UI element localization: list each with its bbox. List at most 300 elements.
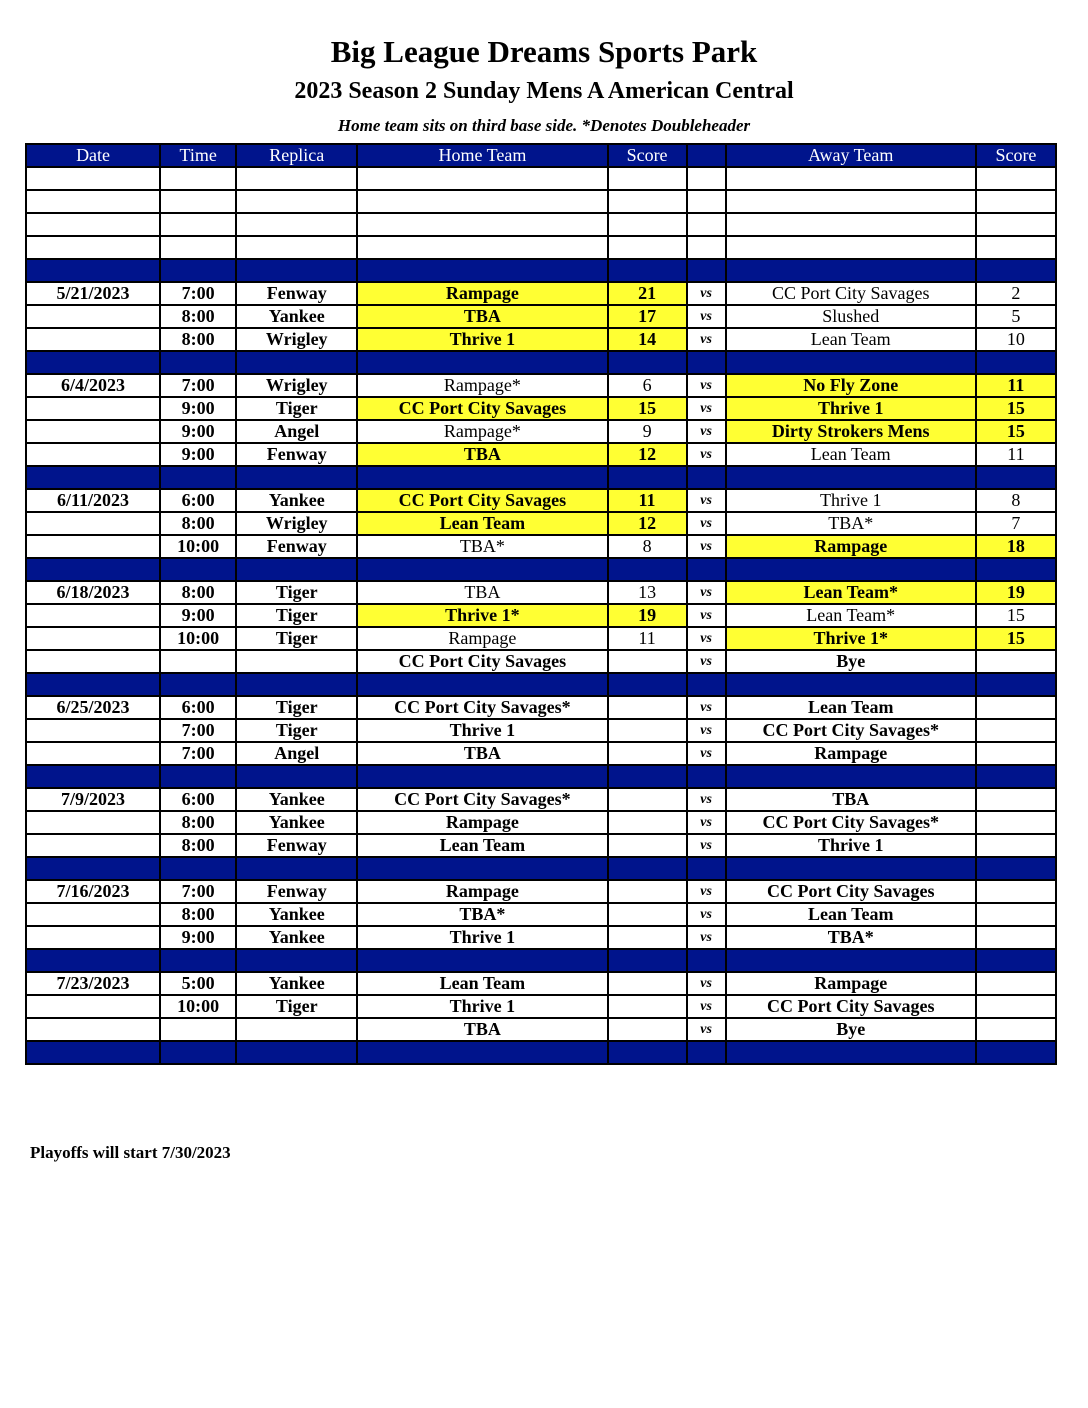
separator-cell: [236, 351, 357, 374]
blank-cell: [687, 236, 726, 259]
week-separator-row: [26, 765, 1056, 788]
separator-cell: [236, 466, 357, 489]
separator-cell: [726, 857, 976, 880]
game-row: [26, 374, 1056, 397]
cell-replica: Wrigley: [236, 328, 357, 351]
cell-time: 9:00: [160, 604, 236, 627]
cell-home-team: Rampage: [357, 282, 607, 305]
cell-home-score: 8: [608, 535, 687, 558]
cell-time: 8:00: [160, 581, 236, 604]
cell-date: 7/16/2023: [26, 880, 160, 903]
separator-cell: [687, 259, 726, 282]
cell-home-score: 13: [608, 581, 687, 604]
cell-home-team: TBA*: [357, 903, 607, 926]
cell-vs: vs: [687, 880, 726, 903]
separator-cell: [160, 857, 236, 880]
separator-cell: [687, 949, 726, 972]
cell-vs: vs: [687, 443, 726, 466]
cell-time: 8:00: [160, 834, 236, 857]
cell-date: 6/18/2023: [26, 581, 160, 604]
blank-cell: [608, 167, 687, 190]
cell-away-score: 18: [976, 535, 1056, 558]
cell-replica: Yankee: [236, 305, 357, 328]
blank-cell: [160, 190, 236, 213]
cell-home-score: 12: [608, 443, 687, 466]
cell-away-team: TBA*: [726, 512, 976, 535]
cell-replica: Fenway: [236, 880, 357, 903]
cell-away-score: 11: [976, 443, 1056, 466]
blank-row: [26, 236, 1056, 259]
cell-date: [26, 328, 160, 351]
cell-vs: vs: [687, 742, 726, 765]
cell-away-team: Thrive 1*: [726, 627, 976, 650]
game-row: [26, 834, 1056, 857]
col-header-vs: [687, 144, 726, 167]
cell-away-team: Lean Team: [726, 443, 976, 466]
game-row: [26, 397, 1056, 420]
col-header-home-team: Home Team: [357, 144, 607, 167]
game-row: [26, 535, 1056, 558]
cell-vs: vs: [687, 1018, 726, 1041]
separator-cell: [26, 673, 160, 696]
separator-cell: [726, 466, 976, 489]
game-row: [26, 926, 1056, 949]
separator-cell: [687, 466, 726, 489]
cell-date: [26, 903, 160, 926]
cell-away-score: [976, 1018, 1056, 1041]
schedule-body: [26, 167, 1056, 1064]
cell-home-score: [608, 696, 687, 719]
cell-vs: vs: [687, 604, 726, 627]
cell-away-team: Bye: [726, 650, 976, 673]
separator-cell: [726, 558, 976, 581]
cell-home-score: 19: [608, 604, 687, 627]
cell-time: 8:00: [160, 305, 236, 328]
cell-date: [26, 512, 160, 535]
cell-vs: vs: [687, 328, 726, 351]
cell-home-score: [608, 788, 687, 811]
separator-cell: [236, 558, 357, 581]
blank-cell: [236, 236, 357, 259]
cell-away-score: 5: [976, 305, 1056, 328]
cell-away-score: 15: [976, 604, 1056, 627]
playoffs-note: Playoffs will start 7/30/2023: [30, 1143, 231, 1162]
cell-time: 7:00: [160, 880, 236, 903]
separator-cell: [236, 949, 357, 972]
cell-home-team: Thrive 1*: [357, 604, 607, 627]
cell-vs: vs: [687, 903, 726, 926]
separator-cell: [687, 351, 726, 374]
cell-vs: vs: [687, 535, 726, 558]
separator-cell: [976, 558, 1056, 581]
blank-cell: [726, 236, 976, 259]
blank-cell: [160, 236, 236, 259]
separator-cell: [357, 351, 607, 374]
separator-cell: [160, 673, 236, 696]
cell-time: 9:00: [160, 420, 236, 443]
cell-away-team: CC Port City Savages: [726, 282, 976, 305]
cell-home-score: 17: [608, 305, 687, 328]
cell-away-score: 7: [976, 512, 1056, 535]
cell-time: 9:00: [160, 397, 236, 420]
separator-cell: [26, 949, 160, 972]
cell-replica: Fenway: [236, 535, 357, 558]
cell-date: 7/23/2023: [26, 972, 160, 995]
cell-away-team: Bye: [726, 1018, 976, 1041]
col-header-away-team: Away Team: [726, 144, 976, 167]
game-row: [26, 995, 1056, 1018]
blank-cell: [357, 213, 607, 236]
cell-away-team: Rampage: [726, 742, 976, 765]
cell-time: 7:00: [160, 282, 236, 305]
blank-cell: [687, 190, 726, 213]
cell-home-team: TBA: [357, 1018, 607, 1041]
game-row: [26, 742, 1056, 765]
cell-time: 9:00: [160, 443, 236, 466]
separator-cell: [357, 949, 607, 972]
cell-date: [26, 834, 160, 857]
cell-away-team: TBA*: [726, 926, 976, 949]
cell-home-team: Thrive 1: [357, 926, 607, 949]
cell-time: 7:00: [160, 742, 236, 765]
separator-cell: [976, 949, 1056, 972]
separator-cell: [608, 351, 687, 374]
separator-cell: [160, 558, 236, 581]
cell-home-score: [608, 811, 687, 834]
col-header-replica: Replica: [236, 144, 357, 167]
week-separator-row: [26, 259, 1056, 282]
cell-time: 8:00: [160, 512, 236, 535]
game-row: [26, 1018, 1056, 1041]
separator-cell: [976, 857, 1056, 880]
cell-away-team: CC Port City Savages*: [726, 811, 976, 834]
cell-home-team: TBA: [357, 305, 607, 328]
cell-home-score: 14: [608, 328, 687, 351]
cell-home-score: 9: [608, 420, 687, 443]
cell-home-team: Thrive 1: [357, 719, 607, 742]
blank-cell: [608, 213, 687, 236]
cell-date: [26, 420, 160, 443]
cell-replica: Wrigley: [236, 512, 357, 535]
col-header-home-score: Score: [608, 144, 687, 167]
cell-date: [26, 926, 160, 949]
cell-replica: Angel: [236, 420, 357, 443]
cell-date: [26, 811, 160, 834]
blank-row: [26, 167, 1056, 190]
game-row: [26, 696, 1056, 719]
week-separator-row: [26, 558, 1056, 581]
cell-home-score: [608, 880, 687, 903]
cell-time: 10:00: [160, 995, 236, 1018]
blank-cell: [160, 167, 236, 190]
cell-home-team: Rampage*: [357, 374, 607, 397]
cell-replica: Fenway: [236, 443, 357, 466]
cell-home-team: CC Port City Savages*: [357, 696, 607, 719]
separator-cell: [236, 1041, 357, 1064]
cell-away-team: CC Port City Savages*: [726, 719, 976, 742]
game-row: [26, 328, 1056, 351]
cell-replica: Tiger: [236, 995, 357, 1018]
separator-cell: [726, 673, 976, 696]
cell-away-score: 15: [976, 420, 1056, 443]
schedule-note: Home team sits on third base side. *Denotes Doubleheader: [337, 116, 751, 135]
blank-cell: [976, 213, 1056, 236]
cell-away-team: CC Port City Savages: [726, 880, 976, 903]
cell-vs: vs: [687, 834, 726, 857]
cell-date: [26, 535, 160, 558]
separator-cell: [687, 857, 726, 880]
separator-cell: [726, 259, 976, 282]
blank-cell: [608, 190, 687, 213]
cell-replica: Yankee: [236, 903, 357, 926]
cell-time: 10:00: [160, 627, 236, 650]
blank-cell: [726, 167, 976, 190]
separator-cell: [976, 466, 1056, 489]
cell-away-score: [976, 903, 1056, 926]
cell-home-team: Thrive 1: [357, 995, 607, 1018]
blank-cell: [687, 167, 726, 190]
separator-cell: [687, 765, 726, 788]
separator-cell: [26, 466, 160, 489]
cell-away-team: No Fly Zone: [726, 374, 976, 397]
cell-replica: Fenway: [236, 282, 357, 305]
cell-home-team: CC Port City Savages*: [357, 788, 607, 811]
cell-home-score: 15: [608, 397, 687, 420]
cell-away-score: [976, 719, 1056, 742]
cell-away-team: Thrive 1: [726, 397, 976, 420]
cell-away-score: [976, 880, 1056, 903]
week-separator-row: [26, 857, 1056, 880]
cell-home-score: [608, 972, 687, 995]
cell-away-score: [976, 650, 1056, 673]
cell-away-score: 8: [976, 489, 1056, 512]
blank-cell: [687, 213, 726, 236]
cell-time: 10:00: [160, 535, 236, 558]
cell-time: 6:00: [160, 696, 236, 719]
blank-cell: [976, 190, 1056, 213]
blank-cell: [357, 236, 607, 259]
blank-cell: [26, 190, 160, 213]
cell-home-team: TBA: [357, 742, 607, 765]
separator-cell: [236, 857, 357, 880]
cell-home-score: [608, 719, 687, 742]
cell-away-score: [976, 696, 1056, 719]
cell-date: 7/9/2023: [26, 788, 160, 811]
blank-cell: [236, 167, 357, 190]
col-header-time: Time: [160, 144, 236, 167]
cell-home-team: Rampage: [357, 627, 607, 650]
game-row: [26, 420, 1056, 443]
blank-row: [26, 190, 1056, 213]
game-row: [26, 282, 1056, 305]
separator-cell: [236, 673, 357, 696]
cell-date: [26, 305, 160, 328]
cell-away-team: Rampage: [726, 535, 976, 558]
separator-cell: [160, 949, 236, 972]
cell-replica: Fenway: [236, 834, 357, 857]
cell-away-team: Lean Team*: [726, 604, 976, 627]
game-row: [26, 305, 1056, 328]
separator-cell: [357, 673, 607, 696]
game-row: [26, 903, 1056, 926]
cell-vs: vs: [687, 995, 726, 1018]
separator-cell: [26, 558, 160, 581]
separator-cell: [726, 1041, 976, 1064]
cell-away-score: [976, 972, 1056, 995]
cell-home-score: [608, 926, 687, 949]
cell-vs: vs: [687, 696, 726, 719]
separator-cell: [687, 673, 726, 696]
cell-home-score: 6: [608, 374, 687, 397]
cell-vs: vs: [687, 489, 726, 512]
separator-cell: [236, 259, 357, 282]
separator-cell: [976, 1041, 1056, 1064]
cell-home-team: Lean Team: [357, 972, 607, 995]
cell-away-score: [976, 811, 1056, 834]
cell-vs: vs: [687, 374, 726, 397]
game-row: [26, 627, 1056, 650]
cell-replica: Tiger: [236, 719, 357, 742]
cell-time: 6:00: [160, 489, 236, 512]
cell-vs: vs: [687, 926, 726, 949]
cell-time: [160, 650, 236, 673]
cell-replica: Yankee: [236, 926, 357, 949]
cell-date: [26, 397, 160, 420]
cell-away-score: 19: [976, 581, 1056, 604]
col-header-date: Date: [26, 144, 160, 167]
cell-away-team: CC Port City Savages: [726, 995, 976, 1018]
cell-date: 5/21/2023: [26, 282, 160, 305]
blank-cell: [26, 167, 160, 190]
cell-replica: Tiger: [236, 604, 357, 627]
col-header-away-score: Score: [976, 144, 1056, 167]
cell-away-team: Thrive 1: [726, 834, 976, 857]
cell-home-team: Rampage*: [357, 420, 607, 443]
cell-home-team: Lean Team: [357, 834, 607, 857]
separator-cell: [608, 466, 687, 489]
cell-home-score: 21: [608, 282, 687, 305]
cell-away-team: Lean Team*: [726, 581, 976, 604]
separator-cell: [608, 259, 687, 282]
cell-time: 8:00: [160, 328, 236, 351]
cell-date: [26, 604, 160, 627]
blank-cell: [160, 213, 236, 236]
week-separator-row: [26, 466, 1056, 489]
week-separator-row: [26, 949, 1056, 972]
separator-cell: [357, 466, 607, 489]
cell-replica: Tiger: [236, 696, 357, 719]
cell-vs: vs: [687, 788, 726, 811]
cell-date: 6/4/2023: [26, 374, 160, 397]
cell-home-team: CC Port City Savages: [357, 397, 607, 420]
cell-home-score: [608, 834, 687, 857]
week-separator-row: [26, 1041, 1056, 1064]
cell-date: [26, 719, 160, 742]
cell-date: [26, 650, 160, 673]
separator-cell: [26, 765, 160, 788]
cell-vs: vs: [687, 305, 726, 328]
cell-replica: Tiger: [236, 581, 357, 604]
separator-cell: [687, 558, 726, 581]
game-row: [26, 512, 1056, 535]
game-row: [26, 650, 1056, 673]
cell-date: 6/11/2023: [26, 489, 160, 512]
separator-cell: [26, 259, 160, 282]
game-row: [26, 972, 1056, 995]
cell-away-score: [976, 742, 1056, 765]
separator-cell: [687, 1041, 726, 1064]
cell-home-score: 11: [608, 627, 687, 650]
cell-home-team: CC Port City Savages: [357, 489, 607, 512]
cell-replica: [236, 650, 357, 673]
cell-vs: vs: [687, 811, 726, 834]
game-row: [26, 581, 1056, 604]
cell-replica: Yankee: [236, 972, 357, 995]
week-separator-row: [26, 351, 1056, 374]
cell-time: 7:00: [160, 719, 236, 742]
cell-home-team: CC Port City Savages: [357, 650, 607, 673]
cell-time: [160, 1018, 236, 1041]
separator-cell: [160, 466, 236, 489]
blank-cell: [608, 236, 687, 259]
separator-cell: [608, 673, 687, 696]
cell-away-team: Rampage: [726, 972, 976, 995]
cell-away-team: Thrive 1: [726, 489, 976, 512]
game-row: [26, 811, 1056, 834]
game-row: [26, 719, 1056, 742]
cell-date: [26, 1018, 160, 1041]
cell-home-score: [608, 742, 687, 765]
blank-cell: [26, 236, 160, 259]
cell-away-score: 11: [976, 374, 1056, 397]
cell-away-team: Lean Team: [726, 903, 976, 926]
cell-away-score: 15: [976, 397, 1056, 420]
cell-away-score: 15: [976, 627, 1056, 650]
game-row: [26, 604, 1056, 627]
separator-cell: [160, 351, 236, 374]
blank-cell: [236, 213, 357, 236]
cell-vs: vs: [687, 512, 726, 535]
separator-cell: [976, 673, 1056, 696]
cell-replica: Tiger: [236, 397, 357, 420]
cell-away-score: [976, 834, 1056, 857]
blank-cell: [726, 190, 976, 213]
cell-replica: Wrigley: [236, 374, 357, 397]
separator-cell: [608, 558, 687, 581]
separator-cell: [26, 1041, 160, 1064]
separator-cell: [608, 765, 687, 788]
cell-away-team: Slushed: [726, 305, 976, 328]
cell-home-score: [608, 1018, 687, 1041]
cell-home-team: TBA: [357, 443, 607, 466]
cell-date: [26, 443, 160, 466]
cell-home-team: TBA: [357, 581, 607, 604]
cell-vs: vs: [687, 397, 726, 420]
cell-date: [26, 742, 160, 765]
cell-home-team: TBA*: [357, 535, 607, 558]
blank-cell: [236, 190, 357, 213]
separator-cell: [726, 949, 976, 972]
cell-home-score: 12: [608, 512, 687, 535]
cell-away-score: 2: [976, 282, 1056, 305]
cell-home-score: [608, 903, 687, 926]
cell-home-team: Lean Team: [357, 512, 607, 535]
separator-cell: [236, 765, 357, 788]
cell-away-team: Lean Team: [726, 696, 976, 719]
cell-vs: vs: [687, 581, 726, 604]
blank-cell: [357, 167, 607, 190]
cell-away-score: 10: [976, 328, 1056, 351]
